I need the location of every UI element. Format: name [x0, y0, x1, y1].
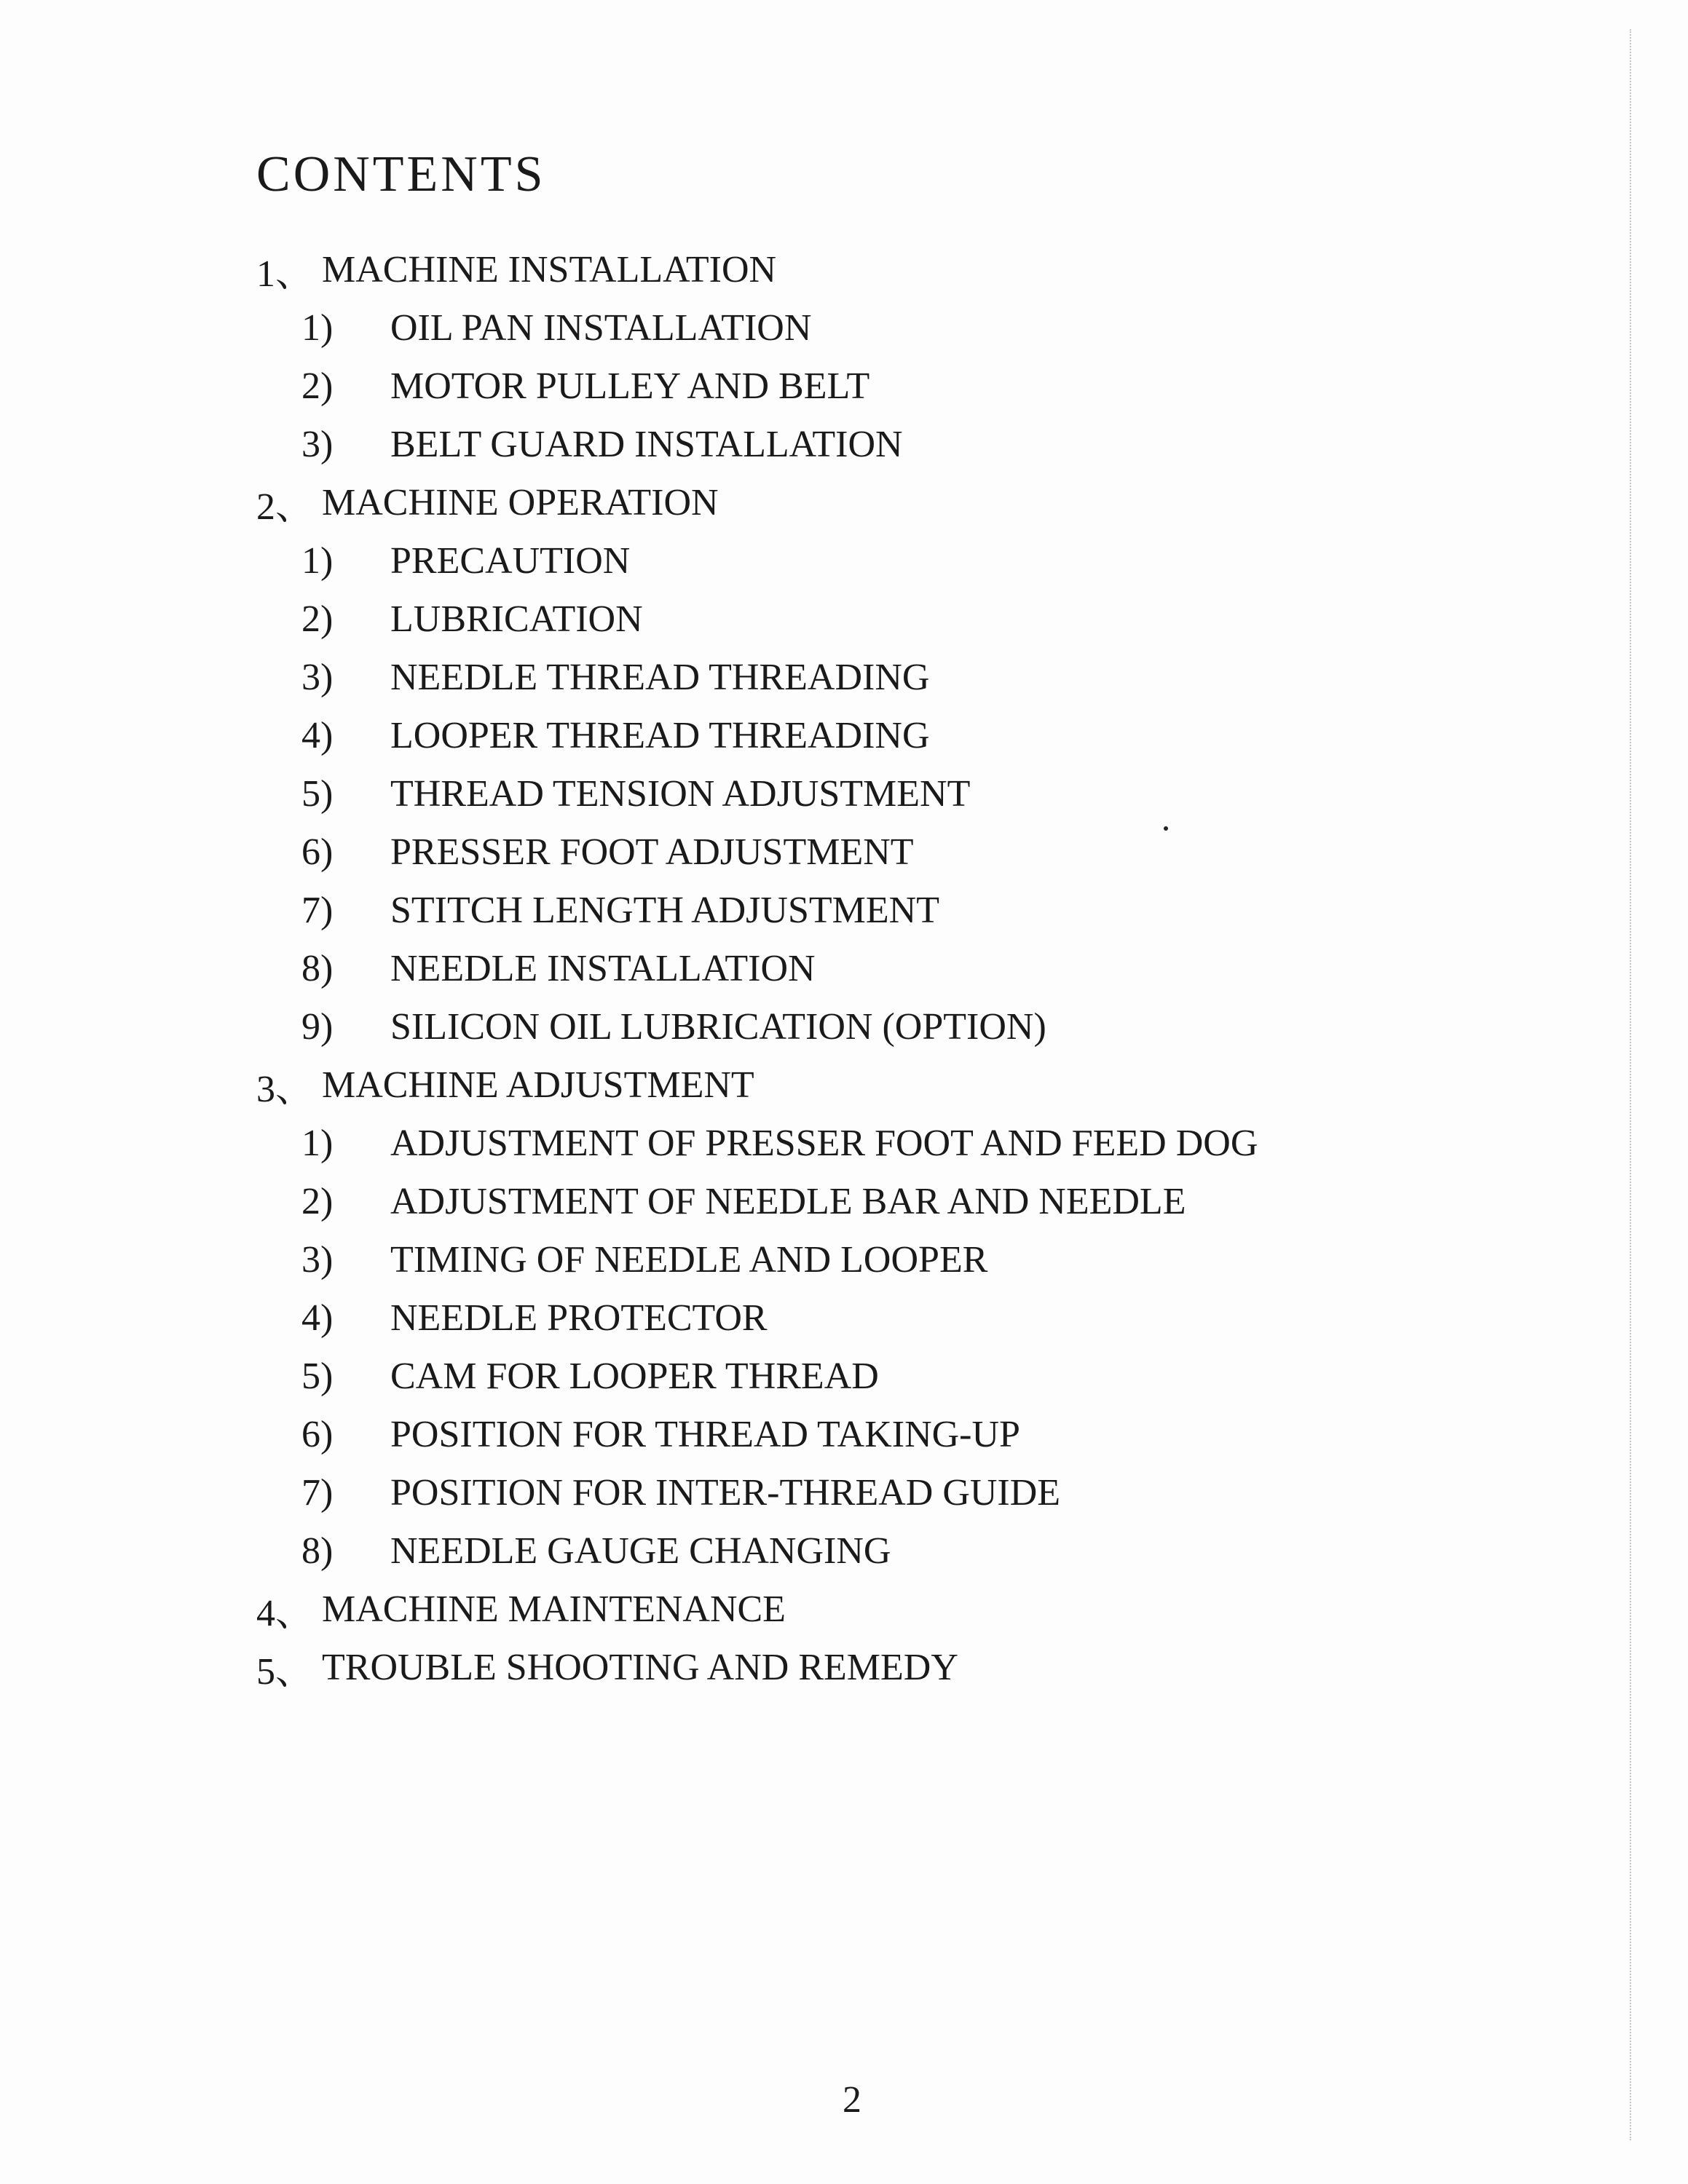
page-title: CONTENTS [256, 146, 546, 202]
toc-section-number: 5、 [256, 1650, 314, 1693]
toc-subitem [256, 764, 1258, 823]
toc-subitem-number: 8) [301, 947, 334, 989]
toc-subitem-number: 6) [301, 1413, 334, 1455]
toc-subitem-label: OIL PAN INSTALLATION [390, 306, 812, 349]
toc-subitem [256, 357, 1258, 415]
toc-subitem-number: 1) [301, 306, 334, 349]
toc-section [256, 1580, 1258, 1638]
toc-subitem-label: THREAD TENSION ADJUSTMENT [390, 772, 971, 815]
toc-subitem-number: 9) [301, 1005, 334, 1048]
toc-subitem-label: NEEDLE PROTECTOR [390, 1297, 768, 1339]
toc-section-label: MACHINE OPERATION [322, 481, 719, 523]
toc-subitem [256, 1114, 1258, 1172]
toc-subitem-label: TIMING OF NEEDLE AND LOOPER [390, 1238, 988, 1281]
toc-section-label: MACHINE MAINTENANCE [322, 1588, 786, 1630]
toc-subitem-label: SILICON OIL LUBRICATION (OPTION) [390, 1005, 1046, 1048]
toc-subitem-number: 8) [301, 1530, 334, 1572]
toc-subitem [256, 706, 1258, 764]
toc-subitem-number: 3) [301, 423, 334, 465]
toc-subitem-label: POSITION FOR INTER-THREAD GUIDE [390, 1471, 1061, 1514]
toc-subitem-label: ADJUSTMENT OF PRESSER FOOT AND FEED DOG [390, 1122, 1258, 1164]
toc-subitem-label: CAM FOR LOOPER THREAD [390, 1355, 879, 1397]
toc-section-number: 1、 [256, 253, 314, 295]
toc-subitem-label: PRESSER FOOT ADJUSTMENT [390, 831, 914, 873]
toc-section-label: TROUBLE SHOOTING AND REMEDY [322, 1646, 958, 1688]
toc-subitem-label: BELT GUARD INSTALLATION [390, 423, 903, 465]
toc-subitem-number: 2) [301, 365, 334, 407]
toc-subitem-number: 1) [301, 539, 334, 582]
toc-subitem [256, 590, 1258, 648]
toc-subitem [256, 881, 1258, 939]
toc-section-number: 2、 [256, 486, 314, 528]
toc-subitem-number: 5) [301, 1355, 334, 1397]
toc-subitem [256, 298, 1258, 357]
scan-speck [1164, 826, 1168, 831]
toc-section [256, 1638, 1258, 1696]
toc-subitem [256, 1172, 1258, 1230]
toc-subitem-number: 3) [301, 1238, 334, 1281]
toc-section-number: 3、 [256, 1068, 314, 1110]
toc-subitem-label: NEEDLE THREAD THREADING [390, 656, 930, 698]
toc-section-label: MACHINE ADJUSTMENT [322, 1064, 754, 1106]
toc-section [256, 240, 1258, 298]
toc-subitem-number: 2) [301, 1180, 334, 1222]
toc-subitem-number: 4) [301, 714, 334, 756]
toc-subitem [256, 1463, 1258, 1522]
toc-subitem [256, 997, 1258, 1056]
toc-subitem-number: 4) [301, 1297, 334, 1339]
toc-subitem [256, 1522, 1258, 1580]
toc-subitem-number: 6) [301, 831, 334, 873]
toc-subitem [256, 823, 1258, 881]
toc-subitem-label: STITCH LENGTH ADJUSTMENT [390, 889, 939, 931]
toc-subitem-number: 5) [301, 772, 334, 815]
toc-subitem-label: POSITION FOR THREAD TAKING-UP [390, 1413, 1020, 1455]
toc-subitem [256, 939, 1258, 997]
toc-subitem-number: 1) [301, 1122, 334, 1164]
scan-edge-divider [1630, 29, 1631, 2140]
toc-subitem [256, 648, 1258, 706]
page-number: 2 [843, 2079, 861, 2121]
toc-subitem-number: 7) [301, 889, 334, 931]
toc-subitem [256, 1230, 1258, 1289]
toc-section-label: MACHINE INSTALLATION [322, 248, 777, 290]
toc-subitem [256, 531, 1258, 590]
toc-subitem [256, 1347, 1258, 1405]
toc-subitem-label: ADJUSTMENT OF NEEDLE BAR AND NEEDLE [390, 1180, 1186, 1222]
toc-subitem-label: LOOPER THREAD THREADING [390, 714, 930, 756]
toc-subitem [256, 1289, 1258, 1347]
toc-subitem [256, 415, 1258, 473]
toc-section-number: 4、 [256, 1592, 314, 1634]
toc-subitem-number: 3) [301, 656, 334, 698]
toc-subitem-label: PRECAUTION [390, 539, 631, 582]
toc-subitem [256, 1405, 1258, 1463]
table-of-contents [256, 240, 1258, 1696]
toc-subitem-label: NEEDLE INSTALLATION [390, 947, 816, 989]
toc-subitem-label: MOTOR PULLEY AND BELT [390, 365, 870, 407]
toc-subitem-label: NEEDLE GAUGE CHANGING [390, 1530, 891, 1572]
toc-section [256, 1056, 1258, 1114]
toc-subitem-label: LUBRICATION [390, 598, 643, 640]
toc-section [256, 473, 1258, 531]
toc-subitem-number: 2) [301, 598, 334, 640]
toc-subitem-number: 7) [301, 1471, 334, 1514]
